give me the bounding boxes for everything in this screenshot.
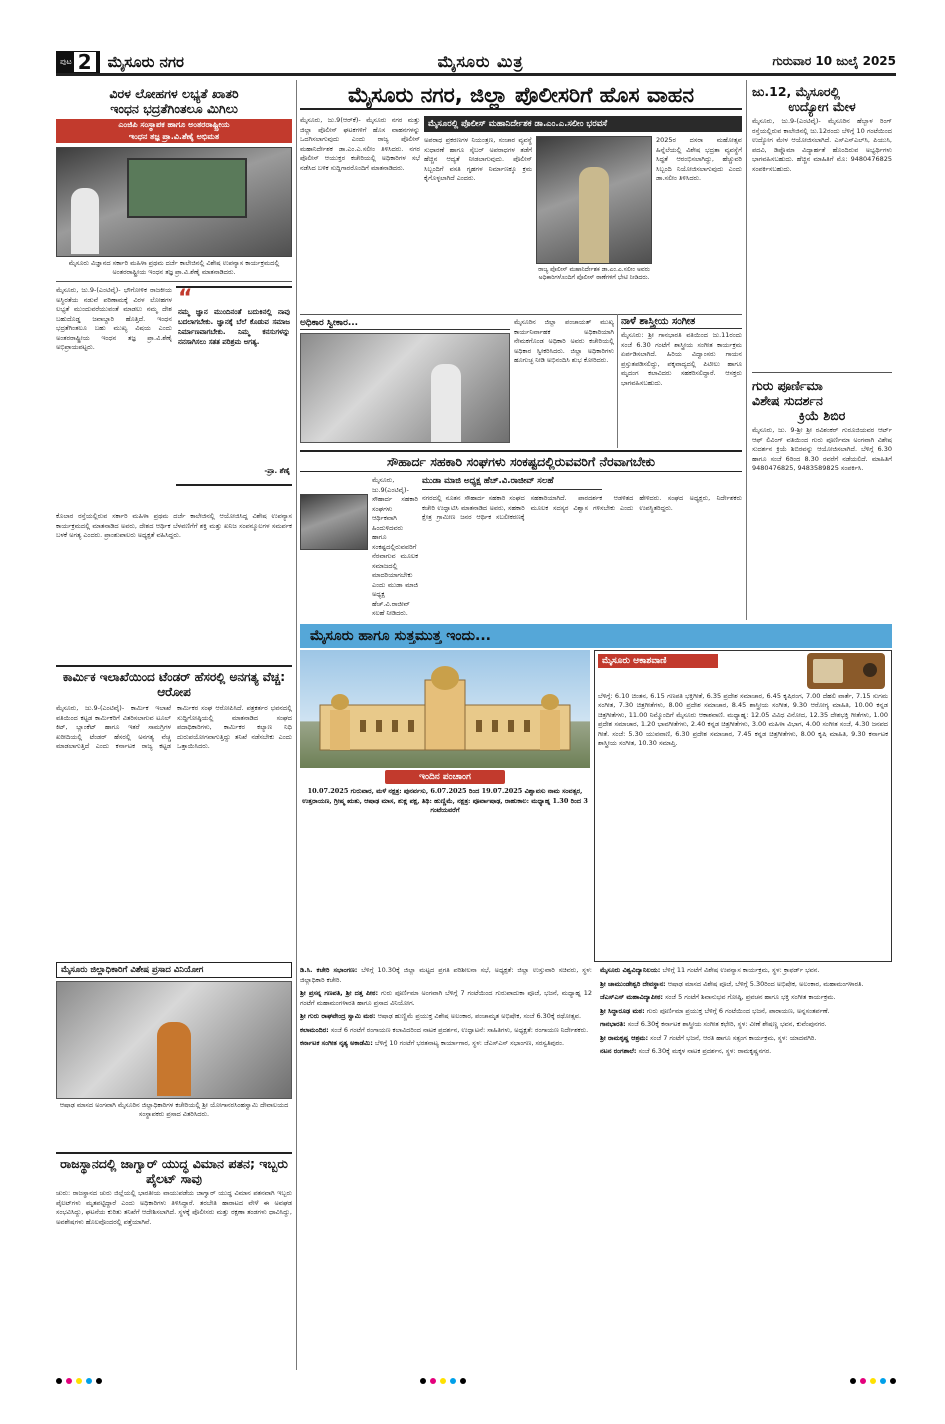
masthead [56, 50, 896, 76]
event-text: ಸಂಜೆ 6.30ಕ್ಕೆ ಮಕ್ಕಳ ನಾಟಕ ಪ್ರದರ್ಶನ, ಸ್ಥಳ: ರಾಮಕೃಷ್ಣನಗರ. [638, 1047, 772, 1055]
radio-title: ಮೈಸೂರು ಆಕಾಶವಾಣಿ [598, 654, 718, 668]
issue-date: ಗುರುವಾರ 10 ಜುಲೈ 2025 [772, 54, 896, 68]
story-dc-prasada [56, 962, 292, 1119]
event-item [600, 966, 892, 976]
event-title: ಶ್ರೀ ಪ್ರಸನ್ನ ಗಣಪತಿ, ಶ್ರೀ ದತ್ತ ಪೀಠ: [300, 989, 379, 997]
event-item [600, 993, 892, 1003]
print-color-marks [56, 1378, 102, 1384]
lead-body: 2025ರ ದಸರಾ ಮಹೋತ್ಸವ ಹಿನ್ನೆಲೆಯಲ್ಲಿ ವಿಶೇಷ ಭದ್ರತಾ ವ್ಯವಸ್ಥೆಗೆ ಸಿದ್ಧತೆ ಆರಂಭಿಸಲಾಗಿದ್ದು, ಹೆಚ್ಚುವರಿ ಸಿಬ್ಬಂದಿ ನಿಯೋಜಿಸಲಾಗುವುದು ಎಂದು ಡಾ.ಸಲೀಂ ತಿಳಿಸಿದರು. [656, 136, 742, 182]
story-body: ಚುರು: ರಾಜಸ್ಥಾನದ ಚುರು ಜಿಲ್ಲೆಯಲ್ಲಿ ಭಾರತೀಯ ವಾಯುಪಡೆಯ ಜಾಗ್ವಾರ್ ಯುದ್ಧ ವಿಮಾನ ಪತನವಾಗಿ ಇಬ್ಬರು ಪೈಲಟ್‌ಗಳು ಮೃತಪಟ್ಟಿದ್ದಾರೆ ಎಂದು ಅಧಿಕಾರಿಗಳು ತಿಳಿಸಿದ್ದಾರೆ. ತರಬೇತಿ ಹಾರಾಟದ ವೇಳೆ ಈ ಅವಘಡ ಸಂಭವಿಸಿದ್ದು, ಘಟನೆಯ ಕುರಿತು ತನಿಖೆಗೆ ಆದೇಶಿಸಲಾಗಿದೆ. ಸ್ಥಳಕ್ಕೆ ಪೊಲೀಸರು ಮತ್ತು ರಕ್ಷಣಾ ತಂಡಗಳು ಧಾವಿಸಿದ್ದು, ಅವಶೇಷಗಳು ಹೊಲವೊಂದರಲ್ಲಿ ಪತ್ತೆಯಾಗಿವೆ. [56, 1189, 292, 1226]
event-title: ನಟನ ರಂಗಶಾಲೆ: [600, 1047, 637, 1055]
quote-author: -ಪ್ರಾ. ಶೆಣೈ [264, 467, 290, 475]
story-label: ಅಧಿಕಾರ ಸ್ವೀಕಾರ... [300, 318, 510, 330]
event-text: ಸಂಜೆ 6 ಗಂಟೆಗೆ ರಂಗಾಯಣ ಕಲಾವಿದರಿಂದ ನಾಟಕ ಪ್ರದರ್ಶನ, ಉದ್ಘಾಟನೆ: ಸಾಹಿತಿಗಳು, ಅಧ್ಯಕ್ಷತೆ: ರಂಗಾಯಣ ನಿರ್ದೇಶಕರು. [330, 1025, 589, 1034]
event-text: ಸಂಜೆ 6.30ಕ್ಕೆ ಕರ್ನಾಟಕ ಶಾಸ್ತ್ರೀಯ ಸಂಗೀತ ಕಛೇರಿ, ಸ್ಥಳ: ವೀಣೆ ಶೇಷಣ್ಣ ಭವನ, ಕುವೆಂಪುನಗರ. [627, 1020, 827, 1028]
story-headline: ನಾಳೆ ಶಾಸ್ತ್ರೀಯ ಸಂಗೀತ [621, 316, 742, 329]
story-label: ಮೈಸೂರು ಜಿಲ್ಲಾಧಿಕಾರಿಗೆ ವಿಶೇಷ ಪ್ರಸಾದ ವಿನಿಯೋಗ [56, 962, 292, 978]
coop-headline: ಸೌಹಾರ್ದ ಸಹಕಾರಿ ಸಂಘಗಳು ಸಂಕಷ್ಟದಲ್ಲಿರುವವರಿಗೆ ನೆರವಾಗಬೇಕು [300, 450, 742, 472]
radio-icon [807, 653, 885, 689]
lead-body: ಅಪರಾಧ ಪ್ರಕರಣಗಳ ನಿಯಂತ್ರಣ, ಸಂಚಾರ ವ್ಯವಸ್ಥೆ ಸುಧಾರಣೆ ಹಾಗೂ ಸೈಬರ್ ಅಪರಾಧಗಳ ತಡೆಗೆ ಹೆಚ್ಚಿನ ಆದ್ಯತೆ ನೀಡಲಾಗುವುದು. ಪೊಲೀಸ್ ಸಿಬ್ಬಂದಿಗೆ ವಸತಿ ಗೃಹಗಳ ನಿರ್ಮಾಣಕ್ಕೂ ಕ್ರಮ ಕೈಗೊಳ್ಳಲಾಗಿದೆ ಎಂದರು. [424, 136, 532, 182]
page-number-box [56, 51, 100, 73]
lecture-photo [56, 147, 292, 257]
story-headline: ಗುರು ಪೂರ್ಣಿಮಾ [752, 378, 823, 393]
page-number: 2 [74, 52, 96, 72]
story-headline: ಕಾರ್ಮಿಕ ಇಲಾಖೆಯಿಂದ ಟೆಂಡರ್ ಹೆಸರಲ್ಲಿ ಅನಗತ್ಯ ವೆಚ್ಚ: ಆರೋಪ [62, 670, 286, 699]
story-job-fair [752, 84, 892, 367]
story-headline: ಉದ್ಯೋಗ ಮೇಳ [788, 99, 856, 114]
story-headline: ರಾಜಸ್ಥಾನದಲ್ಲಿ ಜಾಗ್ವಾರ್ ಯುದ್ಧ ವಿಮಾನ ಪತನ; ಇಬ್ಬರು ಪೈಲಟ್ ಸಾವು [60, 1156, 288, 1186]
paper-name: ಮೈಸೂರು ಮಿತ್ರ [437, 51, 524, 71]
panchanga-box [300, 770, 590, 816]
pull-quote [176, 286, 292, 486]
story-body: ಮೈಸೂರು, ಜು.9-(ಎಂಟಿವೈ)- ಕಾರ್ಮಿಕ ಇಲಾಖೆ ವತಿಯಿಂದ ಕಟ್ಟಡ ಕಾರ್ಮಿಕರಿಗೆ ವಿತರಿಸಲಾಗುವ ಟೂಲ್ ಕಿಟ್, ಬ್ಲಾಂಕೆಟ್ ಹಾಗೂ ಇತರೆ ಸಾಮಗ್ರಿಗಳ ಖರೀದಿಯಲ್ಲಿ ಟೆಂಡರ್ ಹೆಸರಲ್ಲಿ ಅನಗತ್ಯ ವೆಚ್ಚ ಮಾಡಲಾಗುತ್ತಿದೆ ಎಂದು ಕರ್ನಾಟಕ ರಾಜ್ಯ ಕಟ್ಟಡ ಕಾರ್ಮಿಕರ ಸಂಘ ಆರೋಪಿಸಿದೆ. ಪತ್ರಕರ್ತರ ಭವನದಲ್ಲಿ ಸುದ್ದಿಗೋಷ್ಠಿಯಲ್ಲಿ ಮಾತನಾಡಿದ ಸಂಘದ ಪದಾಧಿಕಾರಿಗಳು, ಕಾರ್ಮಿಕರ ಕಲ್ಯಾಣ ನಿಧಿ ದುರುಪಯೋಗವಾಗುತ್ತಿದ್ದು ತನಿಖೆ ನಡೆಸಬೇಕು ಎಂದು ಒತ್ತಾಯಿಸಿದರು. [56, 704, 292, 750]
event-item [600, 1020, 892, 1030]
story-headline: ಜು.12, ಮೈಸೂರಲ್ಲಿ [752, 84, 840, 99]
story-classical-music [621, 316, 742, 447]
event-title: ಶ್ರೀ ರಾಮಕೃಷ್ಣ ಆಶ್ರಮ: [600, 1033, 649, 1042]
story-handover [300, 318, 510, 443]
coop-body: ನಗರದಲ್ಲಿ ನೂತನ ಸೌಹಾರ್ದ ಸಹಕಾರಿ ಸಂಘದ ಕಚೇರಿ ಉದ್ಘಾಟಿಸಿ ಮಾತನಾಡಿದ ಅವರು, ಸಹಕಾರಿ ಕ್ಷೇತ್ರ ಗ್ರಾಮೀಣ ಜನರ ಆರ್ಥಿಕ ಸಬಲೀಕರಣಕ್ಕೆ ಸಹಕಾರಿಯಾಗಿದೆ. ಪಾರದರ್ಶಕ ಆಡಳಿತದ ಮೂಲಕ ಸದಸ್ಯರ ವಿಶ್ವಾಸ ಗಳಿಸಬೇಕು ಎಂದು ಹೇಳಿದರು. ಸಂಘದ ಅಧ್ಯಕ್ಷರು, ನಿರ್ದೇಶಕರು ಉಪಸ್ಥಿತರಿದ್ದರು. [422, 494, 742, 521]
print-color-marks [850, 1378, 896, 1384]
lead-subhead: ಮೈಸೂರಲ್ಲಿ ಪೊಲೀಸ್ ಮಹಾನಿರ್ದೇಶಕ ಡಾ.ಎಂ.ಎ.ಸಲೀಂ ಭರವಸೆ [424, 116, 742, 132]
page-label: ಪುಟ [60, 56, 72, 66]
event-title: ಕರ್ನಾಟಕ ಸಂಗೀತ ನೃತ್ಯ ಅಕಾಡೆಮಿ: [300, 1039, 373, 1047]
event-text: ಗುರು ಪೂರ್ಣಿಮಾ ಅಂಗವಾಗಿ ಬೆಳಿಗ್ಗೆ 7 ಗಂಟೆಯಿಂದ ಗುರುಪಾದುಕಾ ಪೂಜೆ, ಭಜನೆ, ಮಧ್ಯಾಹ್ನ 12 ಗಂಟೆಗೆ ಮಹಾಮಂಗಳಾರತಿ ಹಾಗೂ ಪ್ರಸಾದ ವಿನಿಯೋಗ. [300, 989, 592, 1007]
event-title: ಕಲಾಮಂದಿರ: [300, 1025, 329, 1034]
officer-figure [431, 364, 461, 442]
panchanga-title: ಇಂದಿನ ಪಂಚಾಂಗ [385, 770, 505, 784]
radio-schedule-text: ಬೆಳಿಗ್ಗೆ: 6.10 ಚಿಂತನ, 6.15 ಗಣಪತಿ ಭಕ್ತಿಗೀತೆ, 6.35 ಪ್ರದೇಶ ಸಮಾಚಾರ, 6.45 ಕೃಷಿರಂಗ, 7.00 ದೆಹಲಿ ವಾರ್ತೆ, 7.15 ಸುಗಮ ಸಂಗೀತ, 7.30 ಚಿತ್ರಗೀತೆಗಳು, 8.00 ಪ್ರದೇಶ ಸಮಾಚಾರ, 8.45 ಶಾಸ್ತ್ರೀಯ ಸಂಗೀತ, 9.30 ಆರೋಗ್ಯ ಮಾಹಿತಿ, 10.00 ಕನ್ನಡ ಚಿತ್ರಗೀತೆಗಳು, 11.00 ನಿಮ್ಮೊಂದಿಗೆ ಮೈಸೂರು ಆಕಾಶವಾಣಿ. ಮಧ್ಯಾಹ್ನ: 12.05 ವಿವಿಧ ವಿನೋದ, 12.35 ದೇಶಭಕ್ತಿ ಗೀತೆಗಳು, 1.00 ಪ್ರದೇಶ ಸಮಾಚಾರ, 1.20 ಭಾವಗೀತೆಗಳು, 2.40 ಕನ್ನಡ ಚಿತ್ರಗೀತೆಗಳು, 3.00 ಮಹಿಳಾ ವಿಭಾಗ, 4.00 ಸಂಗೀತ ಸಂಜೆ, 4.30 ಜನಪದ ಗೀತೆ. ಸಂಜೆ: 5.30 ಯುವವಾಣಿ, 6.30 ಪ್ರದೇಶ ಸಮಾಚಾರ, 7.45 ಕನ್ನಡ ಚಿತ್ರಗೀತೆಗಳು, 8.00 ಕೃಷಿ ಮಾಹಿತಿ, 9.30 ಕರ್ನಾಟಕ ಶಾಸ್ತ್ರೀಯ ಸಂಗೀತ, 10.30 ಸಮಾಪ್ತಿ. [598, 692, 888, 748]
quote-mark-icon: “ [178, 286, 193, 311]
photo-caption: ಆಷಾಢ ಮಾಸದ ಅಂಗವಾಗಿ ಮೈಸೂರಿನ ಜಿಲ್ಲಾಧಿಕಾರಿಗಳ ಕಚೇರಿಯಲ್ಲಿ ಶ್ರೀ ಯೋಗಾನರಸಿಂಹಸ್ವಾಮಿ ದೇವಾಲಯದ ಸಂಸ್ಥಾಪಕರು ಪ್ರಸಾದ ವಿತರಿಸಿದರು. [59, 1101, 289, 1118]
photo-caption: ಮೈಸೂರಿನ ಜಿಲ್ಲಾ ಪಂಚಾಯತ್ ಮುಖ್ಯ ಕಾರ್ಯನಿರ್ವಾಹಕ ಅಧಿಕಾರಿಯಾಗಿ ನೇಮಕಗೊಂಡ ಅಧಿಕಾರಿ ಅವರು ಕಚೇರಿಯಲ್ಲಿ ಅಧಿಕಾರ ಸ್ವೀಕರಿಸಿದರು. ಜಿಲ್ಲಾ ಅಧಿಕಾರಿಗಳು ಹೂಗುಚ್ಛ ನೀಡಿ ಅಭಿನಂದಿಸಿ ಶುಭ ಕೋರಿದರು. [514, 318, 614, 364]
story-headline: ಕ್ರಿಯೆ ಶಿಬಿರ [798, 408, 846, 423]
event-title: ಮೈಸೂರು ವಿಶ್ವವಿದ್ಯಾನಿಲಯ: [600, 966, 661, 974]
group-photo [56, 981, 292, 1099]
radio-schedule-box [594, 650, 892, 962]
event-text: ಬೆಳಿಗ್ಗೆ 10 ಗಂಟೆಗೆ ಭರತನಾಟ್ಯ ಕಾರ್ಯಾಗಾರ, ಸ್ಥಳ: ಜೆಎಸ್‌ಎಸ್ ಸಭಾಂಗಣ, ಸರಸ್ವತಿಪುರಂ. [374, 1039, 565, 1047]
officer-figure [579, 167, 609, 263]
story-subhead: ಎಂಜಿಪಿ ಸಂಸ್ಥಾಪಕ ಹಾಗೂ ಅಂತರರಾಷ್ಟ್ರೀಯ [56, 119, 292, 131]
event-text: ಬೆಳಿಗ್ಗೆ 10.30ಕ್ಕೆ ಜಿಲ್ಲಾ ಮಟ್ಟದ ಪ್ರಗತಿ ಪರಿಶೀಲನಾ ಸಭೆ, ಅಧ್ಯಕ್ಷತೆ: ಜಿಲ್ಲಾ ಉಸ್ತುವಾರಿ ಸಚಿವರು, ಸ್ಥಳ: ಜಿಲ್ಲಾಧಿಕಾರಿ ಕಚೇರಿ. [300, 966, 592, 984]
story-body: ಮೈಸೂರು, ಜು. 9-ಶ್ರೀ ಶ್ರೀ ರವಿಶಂಕರ್ ಗುರೂಜಿಯವರ ಆರ್ಟ್ ಆಫ್ ಲಿವಿಂಗ್ ವತಿಯಿಂದ ಗುರು ಪೂರ್ಣಿಮಾ ಅಂಗವಾಗಿ ವಿಶೇಷ ಸುದರ್ಶನ ಕ್ರಿಯೆ ಶಿಬಿರವನ್ನು ಆಯೋಜಿಸಲಾಗಿದೆ. ಬೆಳಿಗ್ಗೆ 6.30 ಹಾಗೂ ಸಂಜೆ 6ರಿಂದ 8.30 ರವರೆಗೆ ನಡೆಯಲಿದೆ. ಮಾಹಿತಿಗೆ 9480476825, 9483589825 ಸಂಪರ್ಕಿಸಿ. [752, 426, 892, 472]
story-headline: ವಿರಳ ಲೋಹಗಳ ಲಭ್ಯತೆ ಖಾತರಿ [109, 86, 239, 101]
event-item [600, 1047, 892, 1057]
handover-photo [300, 333, 510, 443]
event-item [600, 1034, 892, 1044]
photo-caption: ರಾಜ್ಯ ಪೊಲೀಸ್ ಮಹಾನಿರ್ದೇಶಕ ಡಾ.ಎಂ.ಎ.ಸಲೀಂ ಅವರು ಅಧಿಕಾರಿಗಳೊಂದಿಗೆ ಪೊಲೀಸ್ ಠಾಣೆಗಳಿಗೆ ಭೇಟಿ ನೀಡಿದರು. [538, 266, 650, 281]
story-headline: ವಿಶೇಷ ಸುದರ್ಶನ [752, 393, 823, 408]
story-body-continued: ಕೊಲಾರ ರಸ್ತೆಯಲ್ಲಿರುವ ಸರ್ಕಾರಿ ಮಹಿಳಾ ಪ್ರಥಮ ದರ್ಜೆ ಕಾಲೇಜಿನಲ್ಲಿ ಆಯೋಜಿಸಿದ್ದ ವಿಶೇಷ ಉಪನ್ಯಾಸ ಕಾರ್ಯಕ್ರಮದಲ್ಲಿ ಮಾತನಾಡಿದ ಅವರು, ದೇಶದ ಆರ್ಥಿಕ ಬೆಳವಣಿಗೆಗೆ ಶಕ್ತಿ ಮತ್ತು ಖನಿಜ ಸಂಪನ್ಮೂಲಗಳ ಸಮರ್ಪಕ ಬಳಕೆ ಅಗತ್ಯ ಎಂದರು. ಪ್ರಾಂಶುಪಾಲರು ಅಧ್ಯಕ್ಷತೆ ವಹಿಸಿದ್ದರು. [56, 512, 292, 539]
coop-subhead: ಮುಡಾ ಮಾಜಿ ಅಧ್ಯಕ್ಷ ಹೆಚ್.ವಿ.ರಾಜೀವ್ ಸಲಹೆ [422, 476, 602, 490]
story-jaguar-crash [56, 1156, 292, 1365]
event-title: ಜೆಎಸ್‌ಎಸ್ ಮಹಾವಿದ್ಯಾಪೀಠ: [600, 993, 663, 1001]
events-list [300, 966, 892, 1370]
event-item [300, 1026, 592, 1036]
event-item [300, 1039, 592, 1049]
story-guru-poornima [752, 378, 892, 606]
print-color-marks [420, 1378, 466, 1384]
speaker-figure [71, 188, 99, 254]
event-text: ಸಂಜೆ 7 ಗಂಟೆಗೆ ಭಜನೆ, ಆರತಿ ಹಾಗೂ ಸತ್ಸಂಗ ಕಾರ್ಯಕ್ರಮ, ಸ್ಥಳ: ಯಾದವಗಿರಿ. [650, 1033, 817, 1042]
story-body: ಮೈಸೂರು: ಶ್ರೀ ಗಾನಭಾರತಿ ವತಿಯಿಂದ ಜು.11ರಂದು ಸಂಜೆ 6.30 ಗಂಟೆಗೆ ಶಾಸ್ತ್ರೀಯ ಸಂಗೀತ ಕಾರ್ಯಕ್ರಮ ಏರ್ಪಡಿಸಲಾಗಿದೆ. ಹಿರಿಯ ವಿದ್ವಾಂಸರು ಗಾಯನ ಪ್ರಸ್ತುತಪಡಿಸಲಿದ್ದು, ಪಕ್ಕವಾದ್ಯದಲ್ಲಿ ಪಿಟೀಲು ಹಾಗೂ ಮೃದಂಗ ಕಲಾವಿದರು ಸಹಕರಿಸಲಿದ್ದಾರೆ. ಆಸಕ್ತರು ಭಾಗವಹಿಸಬಹುದು. [621, 331, 742, 387]
story-body: ಮೈಸೂರು, ಜು.9-(ಎಂಟಿವೈ)- ಮೈಸೂರಿನ ಹೆಬ್ಬಾಳ ರಿಂಗ್ ರಸ್ತೆಯಲ್ಲಿರುವ ಕಾಲೇಜಿನಲ್ಲಿ ಜು.12ರಂದು ಬೆಳಿಗ್ಗೆ 10 ಗಂಟೆಯಿಂದ ಉದ್ಯೋಗ ಮೇಳ ಆಯೋಜಿಸಲಾಗಿದೆ. ಎಸ್‌ಎಸ್‌ಎಲ್‌ಸಿ, ಪಿಯುಸಿ, ಪದವಿ, ಡಿಪ್ಲೊಮಾ ವಿದ್ಯಾರ್ಹತೆ ಹೊಂದಿರುವ ಅಭ್ಯರ್ಥಿಗಳು ಭಾಗವಹಿಸಬಹುದು. ಹೆಚ್ಚಿನ ಮಾಹಿತಿಗೆ ಮೊ: 9480476825 ಸಂಪರ್ಕಿಸಬಹುದು. [752, 117, 892, 173]
blackboard [127, 158, 247, 218]
lead-photo-block [536, 136, 652, 282]
event-text: ಆಷಾಢ ಹುಣ್ಣಿಮೆ ಪ್ರಯುಕ್ತ ವಿಶೇಷ ಅಲಂಕಾರ, ಪಂಚಾಮೃತ ಅಭಿಷೇಕ, ಸಂಜೆ 6.30ಕ್ಕೆ ರಥೋತ್ಸವ. [377, 1012, 582, 1020]
police-dgp-photo [536, 136, 652, 264]
event-text: ಬೆಳಿಗ್ಗೆ 11 ಗಂಟೆಗೆ ವಿಶೇಷ ಉಪನ್ಯಾಸ ಕಾರ್ಯಕ್ರಮ, ಸ್ಥಳ: ಕ್ರಾಫರ್ಡ್ ಭವನ. [662, 966, 820, 974]
story-body: ಮೈಸೂರು, ಜು.9-(ಎಂಟಿವೈ)- ಭೌಗೋಳಿಕ ರಾಜಕೀಯ ಅಸ್ಥಿರತೆಯ ನಡುವೆ ಪರಿಣಾಮಕ್ಕೆ ವಿರಳ ಲೋಹಗಳ ಲಭ್ಯತೆ ಮುಂದುವರೆಯುವಂತೆ ಮಾಡಲು ನಮ್ಮ ದೇಶ ಬಹುದೊಡ್ಡ ಜವಾಬ್ದಾರಿ ಹೊತ್ತಿದೆ. ಇಂಧನ ಭದ್ರತೆಗಿಂತಲೂ ಬಹು ಮುಖ್ಯ ವಿಷಯ ಎಂದು ಅಂತರರಾಷ್ಟ್ರೀಯ ಇಂಧನ ತಜ್ಞ ಪ್ರಾ.ವಿ.ಶೆಣೈ ಅಭಿಪ್ರಾಯಪಟ್ಟರು. [56, 286, 172, 351]
event-item [600, 980, 892, 990]
event-item [300, 989, 592, 1008]
saffron-robed-figure [157, 1022, 191, 1096]
event-title: ಶ್ರೀ ಗುರು ರಾಘವೇಂದ್ರ ಸ್ವಾಮಿ ಮಠ: [300, 1012, 376, 1020]
lead-body: ಮೈಸೂರು, ಜು.9(ಆರ್‌ಕೆ)- ಮೈಸೂರು ನಗರ ಮತ್ತು ಜಿಲ್ಲಾ ಪೊಲೀಸ್ ಘಟಕಗಳಿಗೆ ಹೊಸ ವಾಹನಗಳನ್ನು ಒದಗಿಸಲಾಗುವುದು ಎಂದು ರಾಜ್ಯ ಪೊಲೀಸ್ ಮಹಾನಿರ್ದೇಶಕ ಡಾ.ಎಂ.ಎ.ಸಲೀಂ ತಿಳಿಸಿದರು. ನಗರ ಪೊಲೀಸ್ ಆಯುಕ್ತರ ಕಚೇರಿಯಲ್ಲಿ ಅಧಿಕಾರಿಗಳ ಸಭೆ ನಡೆಸಿದ ಬಳಿಕ ಸುದ್ದಿಗಾರರೊಂದಿಗೆ ಮಾತನಾಡಿದರು. [300, 116, 420, 172]
event-title: ಶ್ರೀ ಚಾಮುಂಡೇಶ್ವರಿ ದೇವಸ್ಥಾನ: [600, 979, 666, 988]
event-item [300, 1012, 592, 1022]
event-title: ಶ್ರೀ ಸಿದ್ಧಾರೂಢ ಮಠ: [600, 1006, 645, 1015]
story-labour-dept [56, 670, 292, 902]
section-title: ಮೈಸೂರು ನಗರ [107, 52, 184, 71]
mysore-palace-image [300, 650, 590, 768]
photo-caption: ಮೈಸೂರು ವಿಜ್ಞಾನದ ಸರ್ಕಾರಿ ಮಹಿಳಾ ಪ್ರಥಮ ದರ್ಜೆ ಕಾಲೇಜಿನಲ್ಲಿ ವಿಶೇಷ ಉಪನ್ಯಾಸ ಕಾರ್ಯಕ್ರಮದಲ್ಲಿ ಅಂತರರಾಷ್ಟ್ರೀಯ ಇಂಧನ ತಜ್ಞ ಪ್ರಾ.ವಿ.ಶೆಣೈ ಮಾತನಾಡಿದರು. [68, 259, 280, 276]
story-subhead: ಇಂಧನ ತಜ್ಞ ಪ್ರಾ.ವಿ.ಶೆಣೈ ಅಭಿಮತ [56, 131, 292, 143]
event-text: ಸಂಜೆ 5 ಗಂಟೆಗೆ ಶಿವಾನುಭವ ಗೋಷ್ಠಿ, ಪ್ರವಚನ ಹಾಗೂ ಭಕ್ತಿ ಸಂಗೀತ ಕಾರ್ಯಕ್ರಮ. [665, 993, 836, 1001]
event-text: ಗುರು ಪೂರ್ಣಿಮಾ ಪ್ರಯುಕ್ತ ಬೆಳಿಗ್ಗೆ 6 ಗಂಟೆಯಿಂದ ಭಜನೆ, ಪಾರಾಯಣ, ಅನ್ನಸಂತರ್ಪಣೆ. [646, 1006, 830, 1015]
coop-body: ಮೈಸೂರು, ಜು.9(ಎಂಟಿವೈ)- ಸೌಹಾರ್ದ ಸಹಕಾರಿ ಸಂಘಗಳು ಆರ್ಥಿಕವಾಗಿ ಹಿಂದುಳಿದವರು ಹಾಗೂ ಸಂಕಷ್ಟದಲ್ಲಿರುವವರಿಗೆ ನೆರವಾಗುವ ಮೂಲಕ ಸಮಾಜದಲ್ಲಿ ಮಾದರಿಯಾಗಬೇಕು ಎಂದು ಮುಡಾ ಮಾಜಿ ಅಧ್ಯಕ್ಷ ಹೆಚ್.ವಿ.ರಾಜೀವ್ ಸಲಹೆ ನೀಡಿದರು. [372, 476, 418, 616]
lead-headline: ಮೈಸೂರು ನಗರ, ಜಿಲ್ಲಾ ಪೊಲೀಸರಿಗೆ ಹೊಸ ವಾಹನ [300, 80, 742, 110]
event-title: ಗಾನಭಾರತಿ: [600, 1020, 626, 1028]
event-text: ಆಷಾಢ ಮಾಸದ ವಿಶೇಷ ಪೂಜೆ, ಬೆಳಿಗ್ಗೆ 5.30ರಿಂದ ಅಭಿಷೇಕ, ಅಲಂಕಾರ, ಮಹಾಮಂಗಳಾರತಿ. [667, 979, 864, 988]
today-banner: ಮೈಸೂರು ಹಾಗೂ ಸುತ್ತಮುತ್ತ ಇಂದು... [300, 624, 892, 648]
event-item [300, 966, 592, 985]
story-rare-metals [56, 86, 292, 277]
quote-text: ನಮ್ಮ ಜ್ಞಾನ ಮುಂದಿನಂತೆ ಬದುಕಿನಲ್ಲಿ ನಾವು ಬದಲಾಗಬೇಕು. ಜ್ಞಾನಕ್ಕೆ ಬೆಲೆ ಕೊಡುವ ಸಮಾಜ ನಿರ್ಮಾಣವಾಗಬೇಕು. ನಿಮ್ಮ ಕನಸುಗಳನ್ನು ನನಸಾಗಿಸಲು ಸತತ ಪರಿಶ್ರಮ ಅಗತ್ಯ. [178, 308, 290, 346]
story-headline: ಇಂಧನ ಭದ್ರತೆಗಿಂತಲೂ ಮಿಗಿಲು [110, 101, 238, 116]
event-item [600, 1007, 892, 1017]
event-title: ಡಿ.ಸಿ. ಕಚೇರಿ ಸಭಾಂಗಣ: [300, 966, 358, 974]
palace-illustration [300, 650, 590, 768]
panchanga-text: 10.07.2025 ಗುರುವಾರ, ಮಳೆ ನಕ್ಷತ್ರ: ಪುನರ್ವಸು, 6.07.2025 ರಿಂದ 19.07.2025 ವಿಶ್ವಾವಸು ನಾಮ ಸಂವತ್ಸರ, ಉತ್ತರಾಯಣ, ಗ್ರೀಷ್ಮ ಋತು, ಆಷಾಢ ಮಾಸ, ಶುಕ್ಲ ಪಕ್ಷ, ತಿಥಿ: ಹುಣ್ಣಿಮೆ, ನಕ್ಷತ್ರ: ಪೂರ್ವಾಷಾಢ, ರಾಹುಕಾಲ: ಮಧ್ಯಾಹ್ನ 1.30 ರಿಂದ 3 ಗಂಟೆಯವರೆಗೆ [302, 787, 588, 814]
